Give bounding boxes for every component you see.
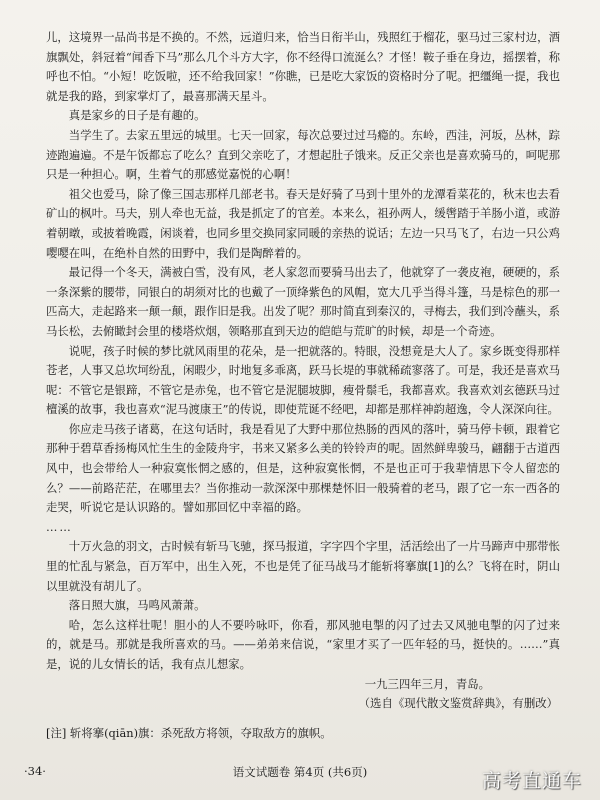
- paragraph-3: 当学生了。去家五里远的城里。七天一回家，每次总要过过马瘾的。东岭，西洼，河坂，丛林，踪迹跑遍遍。不是午饭都忘了吃么？直到父亲吃了，才想起肚子饿来。反正父亲也是喜欢骑马的，呵呢那只是一种担心。啊，生着气的那感觉嘉悦的心啊！: [46, 127, 560, 182]
- paragraph-10: 落日照大旗，马鸣风萧萧。: [68, 598, 206, 613]
- paragraph-9: 十万火急的羽文，古时候有斩马飞驰，探马报道，字字四个字里，活活绘出了一片马蹄声中那带怅里的忙乱与紧急，百万军中，出生入死，不也是凭了征马战马才能斩将搴旗[1]的么？飞将在时，阴山以里就没有胡儿了。: [46, 539, 560, 593]
- date-signature: 一九三四年三月，青岛。: [364, 676, 490, 691]
- page-number: ·34·: [24, 764, 46, 778]
- watermark-logo: 高考直通车: [481, 770, 582, 792]
- footnote: [注] 斩将搴(qiān)旗：杀死敌方将领，夺取敌方的旗帜。: [46, 725, 332, 740]
- paragraph-2: 真是家乡的日子是有趣的。: [68, 108, 206, 123]
- paragraph-4: 祖父也爱马，除了像三国志那样几部老书。春天是好骑了马到十里外的龙潭看菜花的，秋末也去看矿山的枫叶。马夫，别人牵也无益，我是抓定了的官差。本来么，祖孙两人，缓辔踏于羊肠小道，或游着朝暾，或披着晚霞，闲谈着，也同乡里交换同家同暖的亲热的说话；左边一只马飞了，右边一只公鸡嘤嘤在叫，在绝朴自然的田野中，我们是陶醉着的。: [46, 186, 560, 260]
- ellipsis-line: ……: [46, 519, 73, 534]
- paragraph-1: 儿，这境界一品尚书是不换的。不然，远道归来，恰当日衔半山，残照红于榴花，驱马过三家村边，酒旗飘处，斜冠着“闻香下马”那么几个斗方大字，你不经得口流涎么？才怪！鞍子垂在身边，摇摆着，称呼也不怕。“小短！吃饭啦，还不给我回家！”你瞧，已是吃大家饭的资格时分了呢。把缰绳一提，我也就是我的路，到家掌灯了，最喜那满天星斗。: [46, 30, 560, 103]
- paragraph-11: 哈，怎么这样壮呢！胆小的人不要吟咏吓，你看，那风驰电掣的闪了过去又风驰电掣的闪了过来的，就是马。那就是我所喜欢的马。——弟弟来信说，“家里才买了一匹年轻的马，挺快的。……”真是，说的儿女情长的话，我有点儿想家。: [46, 617, 560, 671]
- paragraph-7: 你应走马孩子诸葛，在这句话时，我是看见了大野中那位热肠的西风的落叶，骑马停卡顿，跟着它那种于碧草香扬梅风忙生生的金陵舟宇，书来又紧多么美的铃铃声的呢。固然鲜卑骏马，翩翻于古道西风中，也会带给人一种寂寞怅惘之感的，但是，这种寂寞怅惘，不是也正可于我辈情思下令人留恋的么？——前路茫茫，在哪里去？当你推动一款深深中那棵楚怀旧一般骑着的老马，跟了它一东一西各的走哭，听说它是认识路的。譬如那回忆中幸福的路。: [46, 421, 560, 515]
- paragraph-5: 最记得一个冬天，满被白雪，没有风，老人家忽而要骑马出去了，他就穿了一袭皮袍，硬硬的，系一条深紫的腰带，同银白的胡须对比的也戴了一顶绛紫色的风帽，宽大几乎当得斗篷，马是棕色的那一匹高大，走起路来一颠一颠，跟作旧是我。出发了呢？那时简直到秦汉的，寻梅去，我们到冷蘸头，系马长松，去俯瞰封会里的楼塔炊烟，领略那直到天边的皑皑与荒旷的时候，却是一个奇迹。: [46, 265, 560, 338]
- source-citation: （选自《现代散文鉴赏辞典》，有删改）: [358, 696, 558, 711]
- article-body: [46, 28, 560, 743]
- paragraph-6: 说呢，孩子时候的梦比就风雨里的花朵，是一把就落的。特眼，没想竟是大人了。家乡既变得那样苍老，人事又总坎坷纷乱，闲暇少，时地复多乖离，跃马长堤的事就稀疏寥落了。可是，我还是喜欢马呢：不管它是银蹄，不管它是赤兔，也不管它是泥腿坡脚，瘦骨鬃毛，我都喜欢。我喜欢刘玄德跃马过檀溪的故事，我也喜欢“泥马渡康王”的传说，即使荒诞不经吧，却都是那样神韵超逸，令人深深向往。: [46, 343, 560, 417]
- footer-page-info: 语文试题卷 第4页 (共6页): [232, 765, 368, 779]
